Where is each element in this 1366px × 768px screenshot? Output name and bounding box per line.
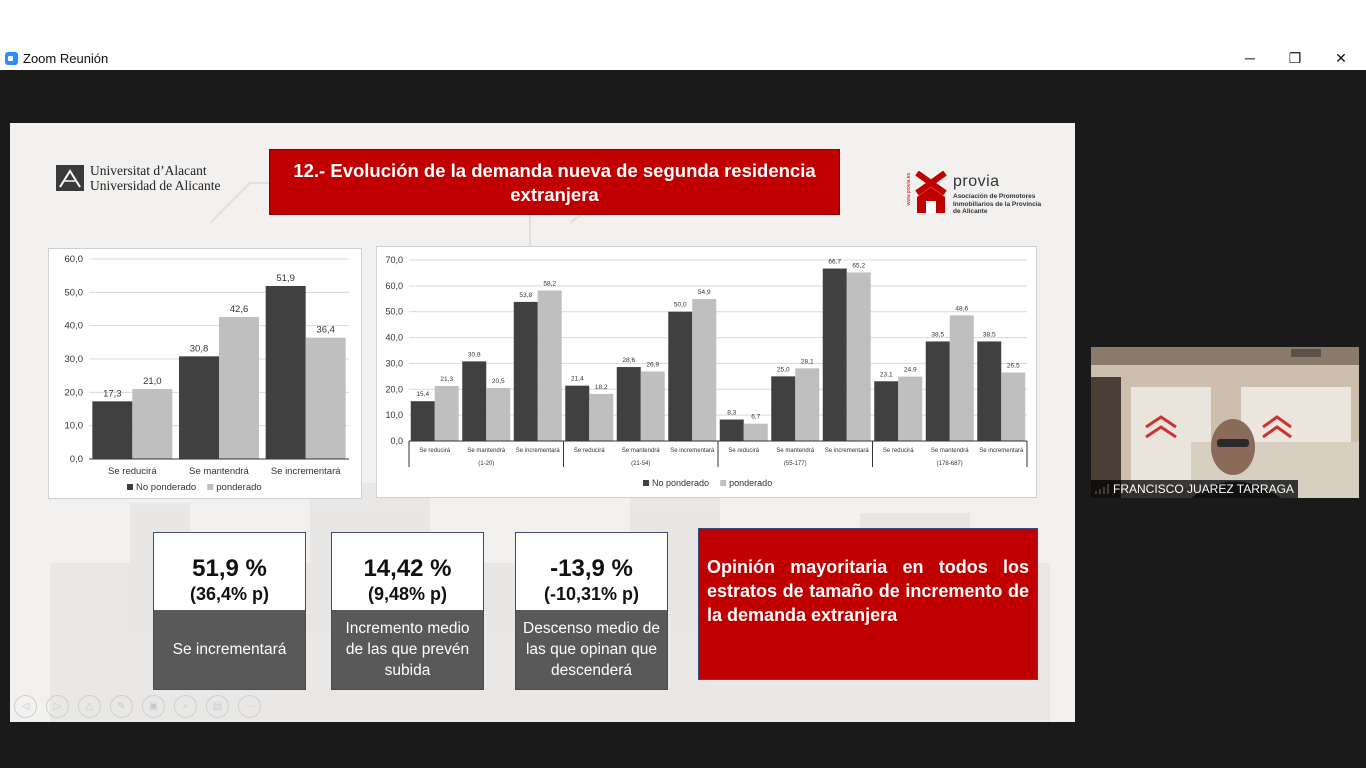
x-category-label: Se incrementará: [824, 448, 869, 454]
window-titlebar: [0, 0, 1366, 70]
y-tick-label: 60,0: [385, 280, 403, 291]
y-tick-label: 30,0: [385, 358, 403, 369]
bar: [668, 312, 692, 441]
bar-value-label: 28,6: [622, 357, 636, 365]
bar: [486, 388, 510, 441]
participant-name: FRANCISCO JUAREZ TARRAGA: [1091, 480, 1298, 498]
stat-box-increase: [153, 532, 306, 690]
bar-value-label: 36,4: [316, 324, 335, 336]
opinion-callout: Opinión mayoritaria en todos los estratos de tamaño de incremento de la demanda extranjera: [698, 528, 1038, 680]
stat-weighted-value: (-10,31% p): [543, 584, 640, 604]
bar-value-label: 20,5: [491, 377, 505, 385]
bar: [1001, 372, 1025, 441]
y-tick-label: 20,0: [385, 384, 403, 395]
x-category-label: Se incrementará: [515, 448, 560, 454]
x-category-label: Se mantendrá: [621, 448, 660, 454]
provia-website: www.provia.es: [906, 173, 912, 206]
close-button[interactable]: ✕: [1335, 50, 1347, 66]
stat-value: 14,42 %: [363, 555, 452, 582]
bar: [771, 376, 795, 441]
meeting-stage: [0, 70, 1366, 768]
stat-caption: Incremento medio de las que prevén subida: [332, 610, 483, 689]
bar: [266, 286, 306, 459]
x-category-label: Se mantendrá: [189, 466, 249, 477]
y-tick-label: 50,0: [64, 287, 83, 299]
prev-icon[interactable]: ◁: [14, 695, 37, 718]
bar: [306, 338, 346, 459]
x-group-label: (1-20): [478, 461, 495, 467]
stat-weighted-value: (9,48% p): [367, 584, 448, 604]
bar-value-label: 21,3: [440, 375, 454, 383]
bar-value-label: 50,0: [673, 301, 687, 309]
y-tick-label: 50,0: [385, 306, 403, 317]
provia-subtitle: Asociación de Promotores Inmobiliarios de la Provincia de Alicante: [953, 193, 1042, 215]
legend-swatch: [720, 480, 726, 486]
x-category-label: Se incrementará: [670, 448, 715, 454]
slide-toolbar: [14, 695, 261, 717]
bar: [823, 269, 847, 441]
x-category-label: Se reducirá: [882, 448, 914, 454]
bar: [898, 377, 922, 441]
bar-value-label: 15,4: [416, 391, 430, 399]
bar: [847, 272, 871, 441]
university-emblem-icon: [56, 165, 84, 191]
pointer-icon[interactable]: △: [78, 695, 101, 718]
bar-value-label: 17,3: [103, 388, 122, 400]
bar-value-label: 24,9: [903, 366, 917, 374]
bar-value-label: 53,8: [519, 291, 533, 299]
bar-value-label: 28,1: [800, 358, 814, 366]
bar: [132, 389, 172, 459]
bar-value-label: 23,1: [879, 371, 893, 379]
bar: [514, 302, 538, 441]
demand-by-size-chart: [376, 246, 1037, 498]
legend-label: ponderado: [216, 482, 262, 493]
x-category-label: Se reducirá: [573, 448, 605, 454]
demand-by-size-chart-svg: [377, 247, 1038, 499]
y-tick-label: 20,0: [64, 387, 83, 399]
restore-button[interactable]: ❐: [1288, 50, 1302, 66]
bar-value-label: 66,7: [828, 258, 842, 266]
x-group-label: (21-54): [631, 461, 651, 467]
overall-demand-chart-svg: [49, 249, 363, 500]
bar-value-label: 58,2: [543, 280, 557, 288]
slides-icon[interactable]: ▣: [142, 695, 165, 718]
y-tick-label: 10,0: [64, 420, 83, 432]
x-category-label: Se reducirá: [728, 448, 760, 454]
next-icon[interactable]: ▷: [46, 695, 69, 718]
university-name-spanish: Universidad de Alicante: [90, 178, 221, 193]
bar-value-label: 51,9: [276, 273, 295, 284]
pen-icon[interactable]: ✎: [110, 695, 133, 718]
x-group-label: (55-177): [783, 461, 807, 467]
bar: [950, 315, 974, 441]
legend-swatch: [127, 484, 133, 490]
stat-caption: Descenso medio de las que opinan que descenderá: [516, 610, 667, 689]
x-category-label: Se mantendrá: [467, 448, 506, 454]
stat-value: 51,9 %: [192, 555, 267, 582]
x-group-label: (178-687): [936, 461, 963, 467]
y-tick-label: 0,0: [69, 454, 83, 465]
bar: [795, 368, 819, 441]
overall-demand-chart: [48, 248, 362, 499]
bar: [874, 381, 898, 441]
bar: [720, 420, 744, 441]
bar-value-label: 18,2: [594, 383, 608, 391]
x-category-label: Se reducirá: [419, 448, 451, 454]
bar: [179, 356, 219, 459]
stat-value: -13,9 %: [550, 555, 633, 582]
x-category-label: Se reducirá: [108, 466, 157, 477]
bar-value-label: 6,7: [751, 413, 761, 421]
bar-value-label: 54,9: [697, 289, 711, 297]
slide-title: 12.- Evolución de la demanda nueva de segunda residencia extranjera: [269, 149, 840, 215]
bar-value-label: 30,8: [467, 351, 481, 359]
bar-value-label: 26,5: [1006, 362, 1020, 370]
bar: [744, 424, 768, 441]
bar-value-label: 25,0: [776, 366, 790, 374]
bar: [977, 341, 1001, 441]
bar-value-label: 65,2: [852, 262, 866, 270]
x-category-label: Se incrementará: [270, 466, 341, 477]
bar: [692, 299, 716, 441]
y-tick-label: 0,0: [390, 436, 403, 446]
x-category-label: Se incrementará: [979, 448, 1024, 454]
bar: [589, 394, 613, 441]
y-tick-label: 70,0: [385, 255, 403, 265]
bar: [435, 386, 459, 441]
more-icon[interactable]: ⋯: [238, 695, 261, 718]
university-logo: [56, 163, 226, 197]
legend-label: No ponderado: [652, 478, 710, 488]
stat-caption: Se incrementará: [154, 610, 305, 689]
y-tick-label: 40,0: [385, 332, 403, 343]
bar-value-label: 30,8: [189, 343, 209, 355]
y-tick-label: 30,0: [64, 354, 83, 365]
x-category-label: Se mantendrá: [930, 448, 969, 454]
stat-box-mean-decrease: [515, 532, 668, 690]
provia-name: provia: [953, 173, 1000, 190]
subtitles-icon[interactable]: ▤: [206, 695, 229, 718]
bar: [565, 386, 589, 441]
bar: [462, 361, 486, 441]
legend-swatch: [643, 480, 649, 486]
zoom-icon[interactable]: ⌕: [174, 695, 197, 718]
bar-value-label: 21,4: [570, 375, 584, 383]
stat-box-mean-increase: [331, 532, 484, 690]
bar-value-label: 38,5: [982, 331, 996, 339]
bar-value-label: 42,6: [229, 304, 249, 315]
shared-slide: [10, 123, 1075, 722]
bar-value-label: 26,9: [646, 361, 660, 369]
bar: [926, 341, 950, 441]
stat-weighted-value: (36,4% p): [189, 584, 270, 604]
bar: [92, 401, 132, 459]
bar-value-label: 8,3: [727, 409, 737, 417]
provia-logo: [906, 169, 1042, 221]
legend-label: ponderado: [729, 478, 773, 488]
bar: [538, 291, 562, 441]
provia-emblem-icon: [915, 171, 947, 215]
y-tick-label: 40,0: [64, 320, 83, 332]
bar: [617, 367, 641, 441]
university-name-valencian: Universitat d’Alacant: [90, 163, 207, 178]
bar-value-label: 21,0: [143, 376, 162, 387]
zoom-app-icon: [5, 52, 18, 65]
minimize-button[interactable]: ─: [1245, 50, 1255, 66]
participant-video-frame: [1091, 347, 1359, 498]
y-tick-label: 10,0: [385, 410, 403, 421]
y-tick-label: 60,0: [64, 254, 83, 265]
window-title: Zoom Reunión: [23, 51, 109, 66]
bar-value-label: 48,6: [955, 305, 969, 313]
legend-label: No ponderado: [136, 482, 197, 493]
bar-value-label: 38,5: [931, 331, 945, 339]
bar: [411, 401, 435, 441]
x-category-label: Se mantendrá: [776, 448, 815, 454]
legend-swatch: [207, 484, 213, 490]
bar: [219, 317, 259, 459]
bar: [641, 371, 665, 441]
participant-video-tile[interactable]: [1091, 347, 1359, 498]
